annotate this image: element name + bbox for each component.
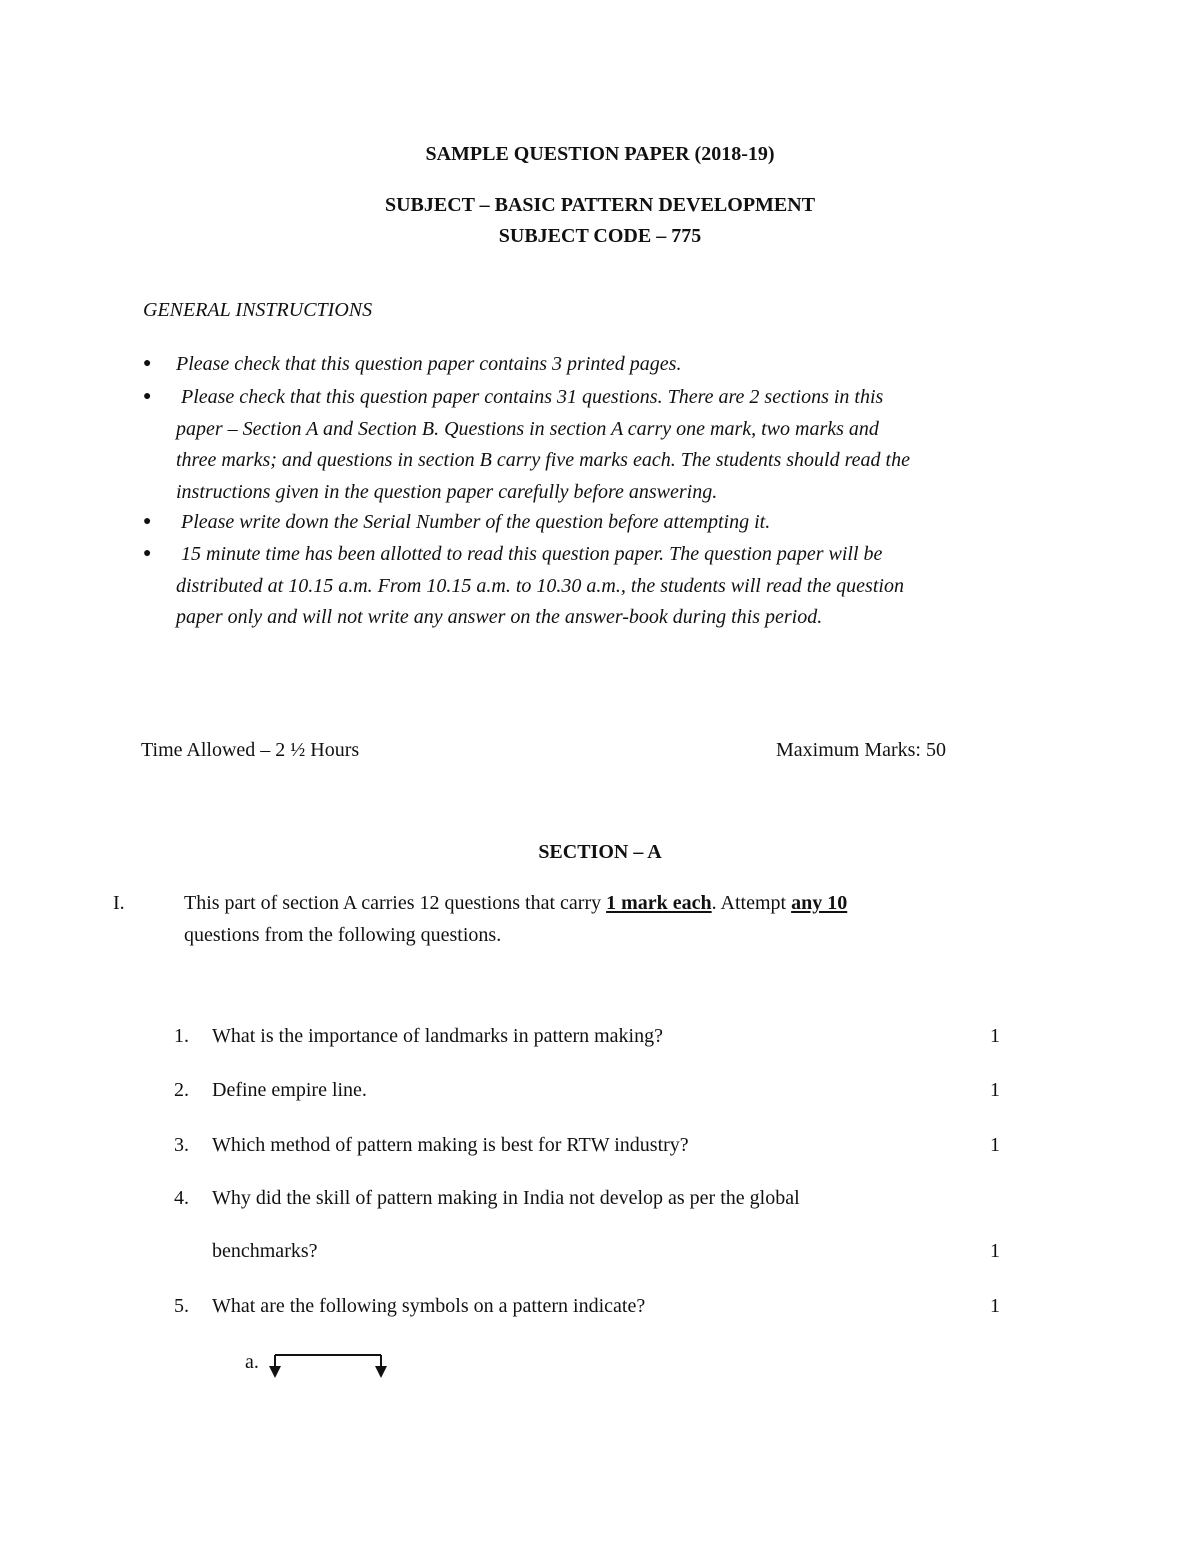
instruction-item: 15 minute time has been allotted to read this question paper. The question paper will be distributed at 10.15 a.m. From 10.15 a.m. to 10.30 a.m., the students will read the question paper only and will not write any answer on the answer-book during this period. [176, 543, 904, 628]
section-heading: SECTION – A [538, 841, 662, 863]
question-marks: 1 [990, 1240, 1000, 1262]
question-marks: 1 [990, 1295, 1000, 1317]
subject-name: SUBJECT – BASIC PATTERN DEVELOPMENT [384, 194, 816, 216]
part-intro-line2: questions from the following questions. [184, 924, 502, 946]
symbol-label: a. [245, 1351, 259, 1373]
part-intro: This part of section A carries 12 questions that carry 1 mark each. Attempt any 10 [184, 892, 848, 914]
paper-title: SAMPLE QUESTION PAPER (2018-19) [425, 143, 775, 165]
marks-emphasis: 1 mark each [606, 892, 712, 914]
instruction-item: Please check that this question paper contains 31 questions. There are 2 sections in this paper – Section A and Section B. Questions in section A carry one mark, two marks and three marks; and questions in section B carry five marks each. The students should read the instructions given in the question paper carefully before answering. [176, 386, 910, 503]
bullet-icon: ● [143, 546, 152, 561]
time-allowed: Time Allowed – 2 ½ Hours [141, 739, 360, 761]
bullet-icon: ● [143, 389, 152, 404]
bullet-icon: ● [143, 514, 152, 529]
part-number: I. [113, 892, 125, 914]
instruction-item: Please check that this question paper contains 3 printed pages. [176, 353, 682, 375]
question-marks: 1 [990, 1025, 1000, 1047]
instruction-item: Please write down the Serial Number of the question before attempting it. [176, 511, 771, 533]
bullet-icon: ● [143, 356, 152, 371]
question-marks: 1 [990, 1134, 1000, 1156]
question-marks: 1 [990, 1079, 1000, 1101]
attempt-emphasis: any 10 [791, 892, 848, 914]
maximum-marks: Maximum Marks: 50 [776, 739, 946, 761]
grainline-arrow-icon [264, 1350, 394, 1380]
instructions-heading: GENERAL INSTRUCTIONS [143, 299, 373, 321]
subject-code: SUBJECT CODE – 775 [498, 225, 702, 247]
